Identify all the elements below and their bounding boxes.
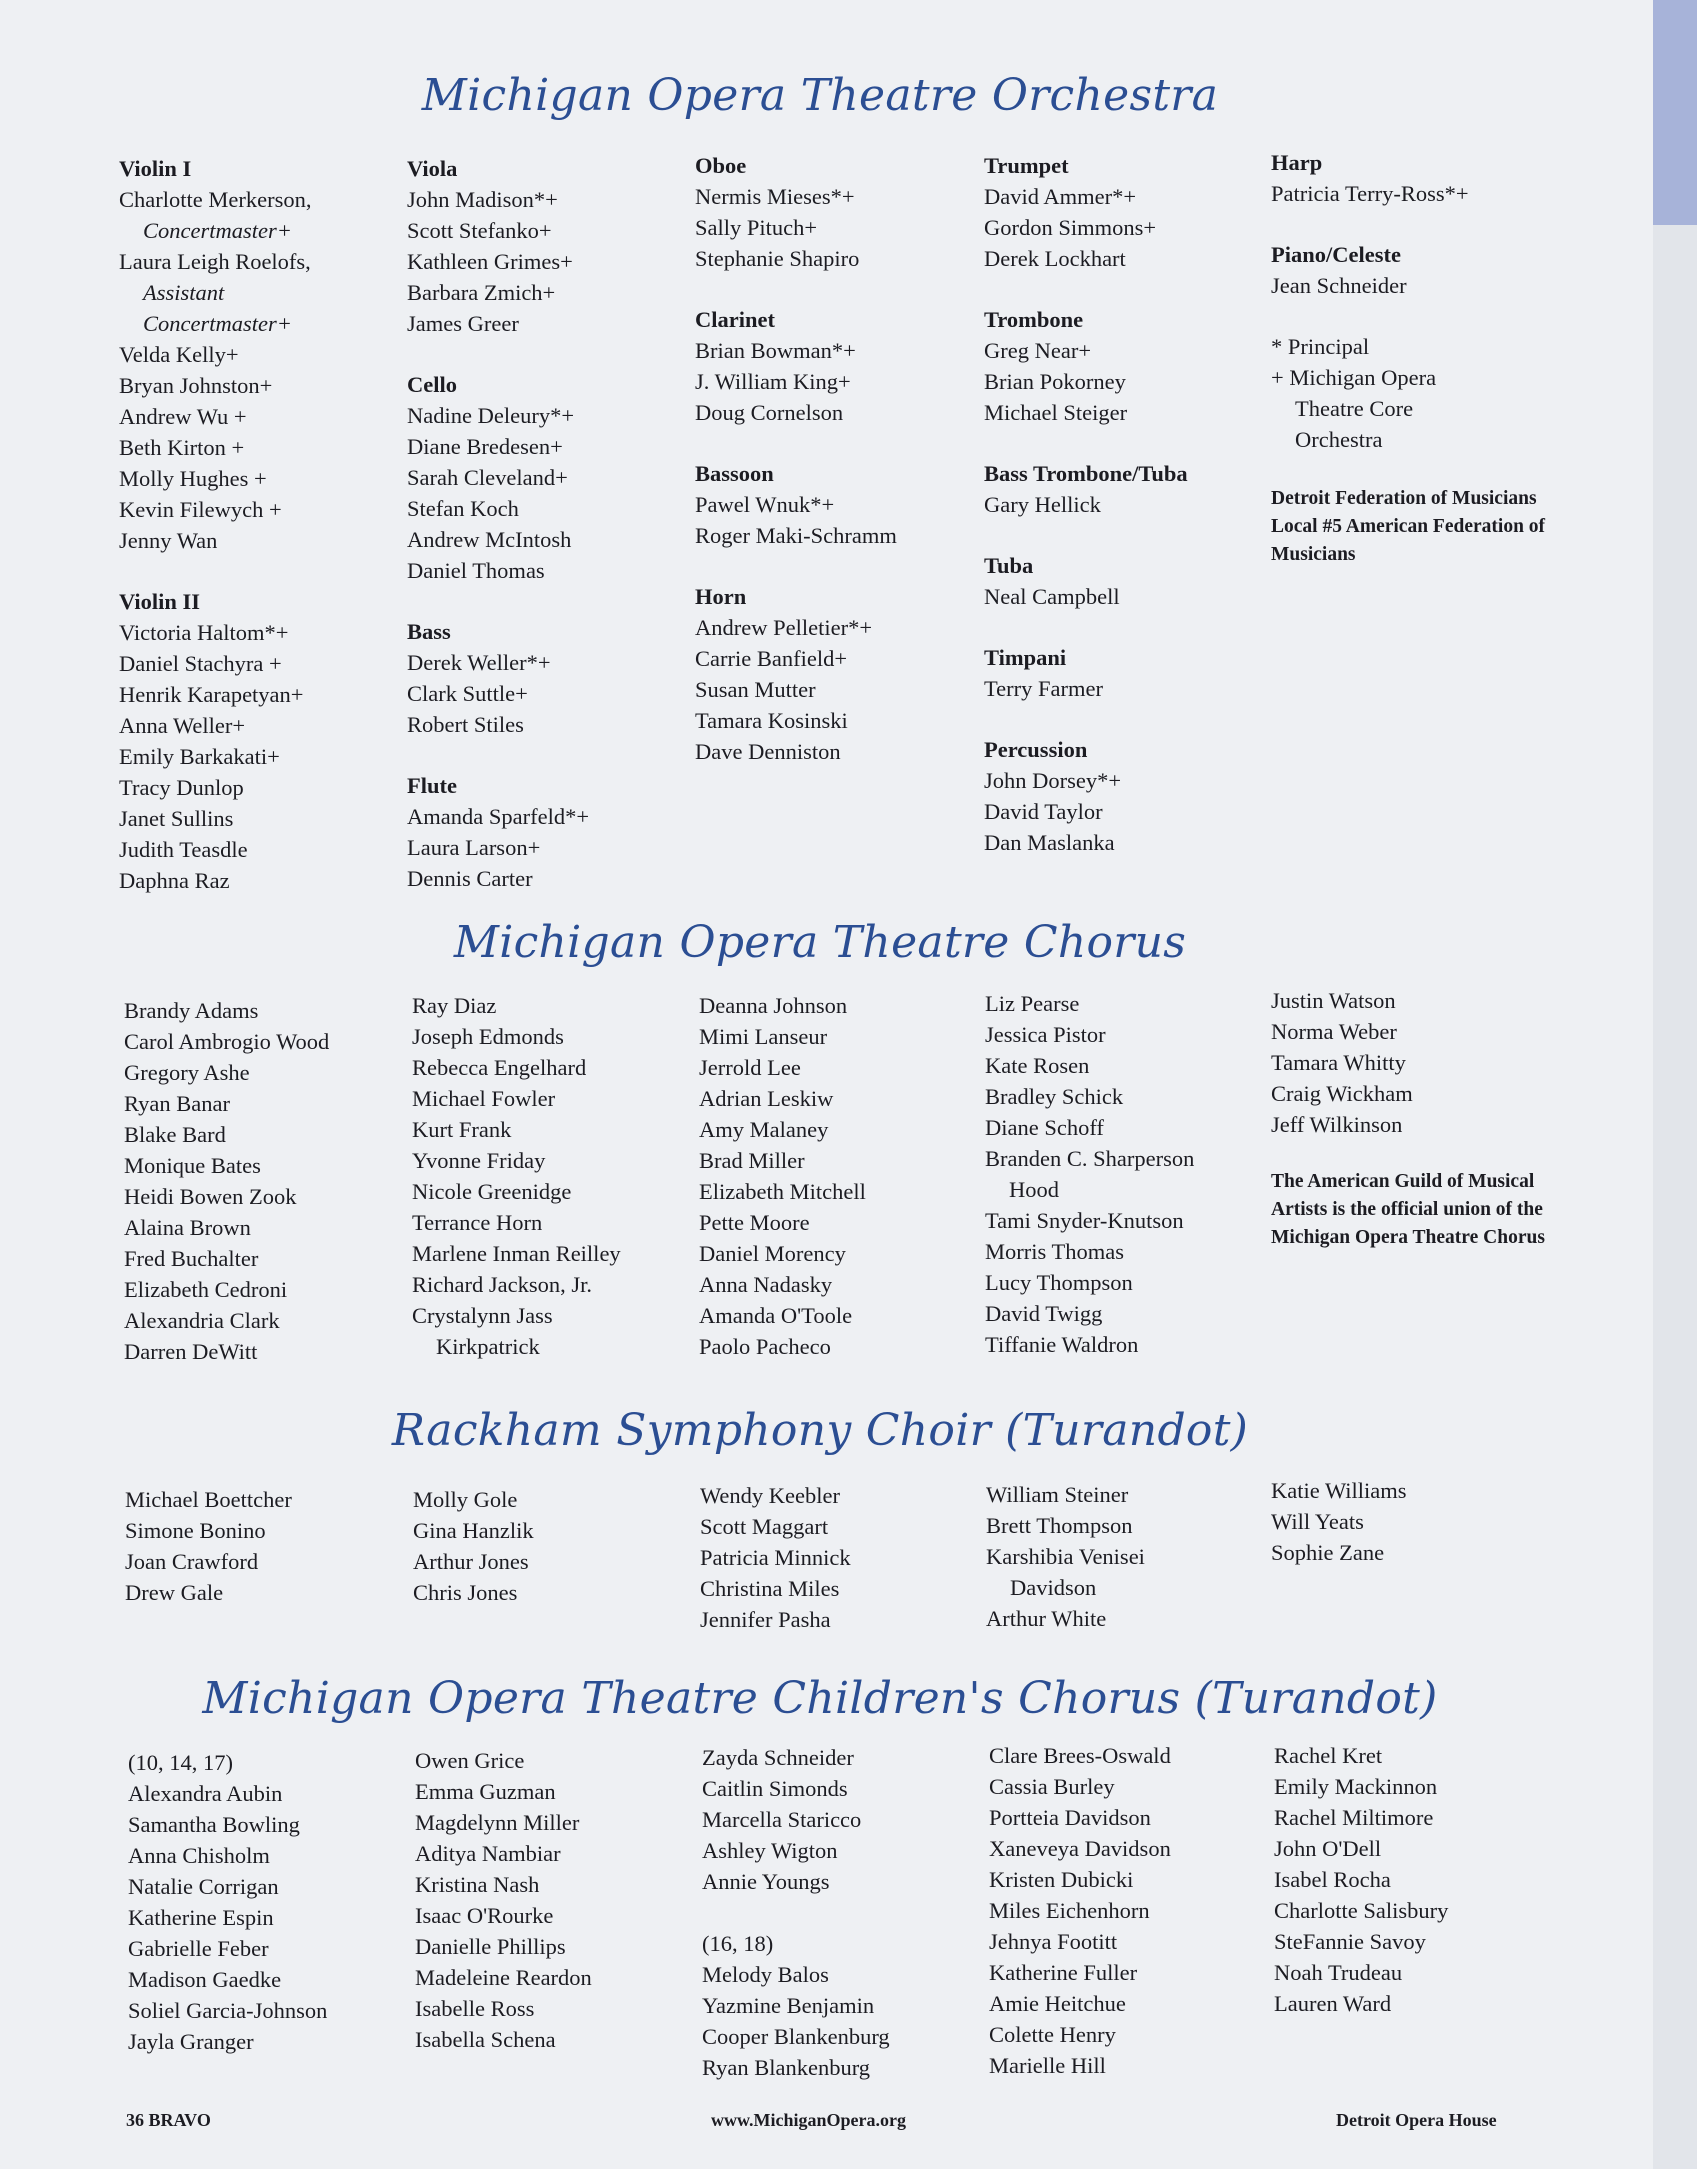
member-name: David Ammer*+	[984, 184, 1137, 209]
member-name: Ryan Banar	[124, 1091, 230, 1116]
rackham-column-3	[700, 1480, 985, 1635]
member-name: Pawel Wnuk*+	[695, 492, 835, 517]
member-name: Daniel Thomas	[407, 558, 545, 583]
rackham-column-1	[125, 1484, 410, 1608]
member-name: Cassia Burley	[989, 1774, 1115, 1799]
member-name: Andrew McIntosh	[407, 527, 572, 552]
member-name: Amie Heitchue	[989, 1991, 1126, 2016]
member-name: Barbara Zmich+	[407, 280, 556, 305]
member-name: Drew Gale	[125, 1580, 224, 1605]
member-name: Tamara Kosinski	[695, 708, 848, 733]
member-name: Diane Schoff	[985, 1115, 1104, 1140]
member-name: Fred Buchalter	[124, 1246, 259, 1271]
children-column-5	[1274, 1740, 1559, 2019]
member-name: Patricia Terry-Ross*+	[1271, 181, 1469, 206]
instrument-heading: Clarinet	[695, 307, 775, 332]
member-name: Amanda Sparfeld*+	[407, 804, 590, 829]
member-name: SteFannie Savoy	[1274, 1929, 1426, 1954]
union-note: The American Guild of Musical Artists is the official union of the Michigan Opera Theatre Chorus	[1271, 1171, 1545, 1248]
member-name: Neal Campbell	[984, 584, 1120, 609]
member-name: Kristina Nash	[415, 1872, 540, 1897]
member-name: Marielle Hill	[989, 2053, 1106, 2078]
footer-url: www.MichiganOpera.org	[711, 2110, 906, 2130]
member-name: Annie Youngs	[702, 1869, 830, 1894]
member-name: David Twigg	[985, 1301, 1103, 1326]
member-name: * Principal	[1271, 334, 1370, 359]
member-name: Amy Malaney	[699, 1117, 829, 1142]
page-edge-band	[1653, 0, 1697, 2169]
member-name: Derek Lockhart	[984, 246, 1126, 271]
member-name: Elizabeth Mitchell	[699, 1179, 866, 1204]
instrument-heading: Oboe	[695, 153, 747, 178]
member-name: Patricia Minnick	[700, 1545, 851, 1570]
member-name: Nadine Deleury*+	[407, 403, 575, 428]
member-name: Isaac O'Rourke	[415, 1903, 554, 1928]
instrument-group	[695, 581, 980, 767]
member-name: Amanda O'Toole	[699, 1303, 853, 1328]
member-name: Arthur White	[986, 1606, 1107, 1631]
member-name: Brad Miller	[699, 1148, 805, 1173]
member-name: Kristen Dubicki	[989, 1867, 1134, 1892]
member-name: Theatre Core	[1295, 396, 1414, 421]
member-name: Noah Trudeau	[1274, 1960, 1403, 1985]
instrument-heading: Trombone	[984, 307, 1084, 332]
member-name: Molly Hughes +	[119, 466, 267, 491]
chorus-column-5	[1271, 985, 1556, 1252]
member-name: Jerrold Lee	[699, 1055, 801, 1080]
member-name: Concertmaster+	[143, 311, 292, 336]
member-name: Laura Larson+	[407, 835, 541, 860]
member-name: Michael Fowler	[412, 1086, 556, 1111]
member-name: Hood	[1009, 1177, 1059, 1202]
instrument-heading: Viola	[407, 156, 458, 181]
member-name: Emily Mackinnon	[1274, 1774, 1438, 1799]
member-name: Blake Bard	[124, 1122, 226, 1147]
instrument-heading: Piano/Celeste	[1271, 242, 1401, 267]
member-name: Brian Pokorney	[984, 369, 1126, 394]
member-name: Brett Thompson	[986, 1513, 1133, 1538]
member-name: Scott Maggart	[700, 1514, 829, 1539]
member-name: Stefan Koch	[407, 496, 519, 521]
member-name: Davidson	[1010, 1575, 1097, 1600]
member-name: Bradley Schick	[985, 1084, 1124, 1109]
member-name: Madison Gaedke	[128, 1967, 282, 1992]
member-name: Alaina Brown	[124, 1215, 251, 1240]
member-name: Michael Boettcher	[125, 1487, 292, 1512]
member-name: Wendy Keebler	[700, 1483, 840, 1508]
member-name: Elizabeth Cedroni	[124, 1277, 288, 1302]
member-name: Andrew Wu +	[119, 404, 247, 429]
member-name: Gordon Simmons+	[984, 215, 1157, 240]
member-name: Rebecca Engelhard	[412, 1055, 587, 1080]
member-name: J. William King+	[695, 369, 851, 394]
member-name: Clare Brees-Oswald	[989, 1743, 1171, 1768]
instrument-group	[984, 642, 1269, 704]
member-name: Mimi Lanseur	[699, 1024, 828, 1049]
member-name: Stephanie Shapiro	[695, 246, 860, 271]
page-edge-tab	[1653, 0, 1697, 225]
member-name: Charlotte Salisbury	[1274, 1898, 1449, 1923]
member-name: Justin Watson	[1271, 988, 1396, 1013]
member-name: Clark Suttle+	[407, 681, 528, 706]
member-name: Andrew Pelletier*+	[695, 615, 873, 640]
orchestra-column-5	[1271, 147, 1556, 599]
member-name: Scott Stefanko+	[407, 218, 552, 243]
member-name: Alexandria Clark	[124, 1308, 280, 1333]
member-name: Michael Steiger	[984, 400, 1128, 425]
member-name: Will Yeats	[1271, 1509, 1364, 1534]
member-name: Marlene Inman Reilley	[412, 1241, 621, 1266]
instrument-heading: Violin II	[119, 589, 201, 614]
member-name: Xaneveya Davidson	[989, 1836, 1171, 1861]
instrument-group	[1271, 331, 1556, 455]
member-name: Adrian Leskiw	[699, 1086, 834, 1111]
instrument-heading: Timpani	[984, 645, 1067, 670]
member-name: Deanna Johnson	[699, 993, 848, 1018]
instrument-heading: Violin I	[119, 156, 192, 181]
instrument-heading: Tuba	[984, 553, 1034, 578]
instrument-group	[119, 153, 404, 556]
orchestra-column-1	[119, 153, 404, 926]
member-name: Tami Snyder-Knutson	[985, 1208, 1184, 1233]
member-name: Greg Near+	[984, 338, 1092, 363]
member-name: Velda Kelly+	[119, 342, 239, 367]
member-name: Zayda Schneider	[702, 1745, 854, 1770]
member-name: Anna Weller+	[119, 713, 246, 738]
member-name: Kathleen Grimes+	[407, 249, 573, 274]
instrument-group	[984, 458, 1269, 520]
member-name: Susan Mutter	[695, 677, 816, 702]
member-name: Pette Moore	[699, 1210, 810, 1235]
member-name: Isabelle Ross	[415, 1996, 535, 2021]
instrument-group	[407, 153, 692, 339]
member-name: Ryan Blankenburg	[702, 2055, 871, 2080]
member-name: William Steiner	[986, 1482, 1129, 1507]
member-name: Brian Bowman*+	[695, 338, 856, 363]
footer-page-label: 36 BRAVO	[126, 2110, 211, 2130]
member-name: Tamara Whitty	[1271, 1050, 1406, 1075]
member-name: Gregory Ashe	[124, 1060, 250, 1085]
member-name: Beth Kirton +	[119, 435, 245, 460]
member-name: Arthur Jones	[413, 1549, 529, 1574]
union-note: Detroit Federation of Musicians Local #5 American Federation of Musicians	[1271, 488, 1546, 565]
chorus-column-3	[699, 990, 984, 1362]
member-name: Isabella Schena	[415, 2027, 556, 2052]
children-column-1	[128, 1747, 413, 2057]
member-name: Liz Pearse	[985, 991, 1080, 1016]
member-name: Anna Nadasky	[699, 1272, 833, 1297]
children-column-3	[702, 1742, 987, 2083]
chorus-title: Michigan Opera Theatre Chorus	[453, 917, 1187, 968]
instrument-heading: Bassoon	[695, 461, 774, 486]
member-name: Derek Weller*+	[407, 650, 551, 675]
member-name: Jayla Granger	[128, 2029, 254, 2054]
member-name: Jessica Pistor	[985, 1022, 1106, 1047]
instrument-heading: Flute	[407, 773, 457, 798]
member-name: Kurt Frank	[412, 1117, 512, 1142]
instrument-heading: Harp	[1271, 150, 1323, 175]
instrument-heading: Trumpet	[984, 153, 1069, 178]
member-name: Kate Rosen	[985, 1053, 1090, 1078]
member-name: Sarah Cleveland+	[407, 465, 568, 490]
member-name: Samantha Bowling	[128, 1812, 300, 1837]
member-name: Katherine Fuller	[989, 1960, 1138, 1985]
member-name: Emma Guzman	[415, 1779, 556, 1804]
instrument-group	[1271, 147, 1556, 209]
member-name: Katherine Espin	[128, 1905, 274, 1930]
member-name: Nermis Mieses*+	[695, 184, 855, 209]
member-name: Judith Teasdle	[119, 837, 248, 862]
member-name: Karshibia Venisei	[986, 1544, 1145, 1569]
instrument-group	[407, 616, 692, 740]
member-name: + Michigan Opera	[1271, 365, 1437, 390]
member-name: Orchestra	[1295, 427, 1383, 452]
member-name: Monique Bates	[124, 1153, 261, 1178]
member-name: Joseph Edmonds	[412, 1024, 564, 1049]
member-name: Sophie Zane	[1271, 1540, 1385, 1565]
member-name: Dennis Carter	[407, 866, 533, 891]
instrument-heading: Bass	[407, 619, 451, 644]
rackham-title: Rackham Symphony Choir (Turandot)	[391, 1405, 1249, 1456]
member-name: Heidi Bowen Zook	[124, 1184, 297, 1209]
member-name: Branden C. Sharperson	[985, 1146, 1195, 1171]
member-name: Katie Williams	[1271, 1478, 1407, 1503]
member-name: Assistant	[143, 280, 225, 305]
member-name: Madeleine Reardon	[415, 1965, 592, 1990]
member-name: Sally Pituch+	[695, 215, 818, 240]
member-name: Charlotte Merkerson,	[119, 187, 312, 212]
chorus-column-1	[124, 995, 409, 1367]
member-name: Portteia Davidson	[989, 1805, 1151, 1830]
instrument-heading: Bass Trombone/Tuba	[984, 461, 1188, 486]
member-name: Kevin Filewych +	[119, 497, 282, 522]
member-name: Colette Henry	[989, 2022, 1116, 2047]
member-name: Robert Stiles	[407, 712, 524, 737]
member-name: Owen Grice	[415, 1748, 525, 1773]
member-name: Kirkpatrick	[436, 1334, 540, 1359]
orchestra-column-3	[695, 150, 980, 797]
member-name: Tracy Dunlop	[119, 775, 244, 800]
member-name: John Dorsey*+	[984, 768, 1122, 793]
member-name: Cooper Blankenburg	[702, 2024, 890, 2049]
member-name: Anna Chisholm	[128, 1843, 270, 1868]
chorus-column-4	[985, 988, 1270, 1360]
member-name: Gary Hellick	[984, 492, 1101, 517]
rackham-column-2	[413, 1484, 698, 1608]
orchestra-title: Michigan Opera Theatre Orchestra	[421, 70, 1219, 121]
member-name: David Taylor	[984, 799, 1103, 824]
member-name: Rachel Kret	[1274, 1743, 1383, 1768]
member-name: Dave Denniston	[695, 739, 841, 764]
member-name: Henrik Karapetyan+	[119, 682, 304, 707]
member-name: Jenny Wan	[119, 528, 218, 553]
member-name: Molly Gole	[413, 1487, 518, 1512]
instrument-group	[119, 586, 404, 896]
instrument-heading: Percussion	[984, 737, 1088, 762]
member-name: Jeff Wilkinson	[1271, 1112, 1403, 1137]
member-name: Natalie Corrigan	[128, 1874, 279, 1899]
member-name: Emily Barkakati+	[119, 744, 280, 769]
performance-dates: (10, 14, 17)	[128, 1750, 233, 1775]
member-name: Morris Thomas	[985, 1239, 1124, 1264]
member-name: Brandy Adams	[124, 998, 259, 1023]
chorus-column-2	[412, 990, 697, 1362]
member-name: Simone Bonino	[125, 1518, 266, 1543]
member-name: Jehnya Footitt	[989, 1929, 1118, 1954]
member-name: Daniel Morency	[699, 1241, 846, 1266]
member-name: Yazmine Benjamin	[702, 1993, 875, 2018]
member-name: Magdelynn Miller	[415, 1810, 580, 1835]
member-name: Soliel Garcia-Johnson	[128, 1998, 328, 2023]
instrument-group	[695, 304, 980, 428]
member-name: Carrie Banfield+	[695, 646, 848, 671]
member-name: Dan Maslanka	[984, 830, 1115, 855]
member-name: Gina Hanzlik	[413, 1518, 534, 1543]
rackham-column-5	[1271, 1475, 1556, 1568]
member-name: Craig Wickham	[1271, 1081, 1413, 1106]
children-title: Michigan Opera Theatre Children's Chorus (Turandot)	[202, 1673, 1438, 1724]
member-name: Bryan Johnston+	[119, 373, 273, 398]
member-name: Rachel Miltimore	[1274, 1805, 1434, 1830]
member-name: James Greer	[407, 311, 519, 336]
member-name: Christina Miles	[700, 1576, 840, 1601]
member-name: Diane Bredesen+	[407, 434, 563, 459]
member-name: Jennifer Pasha	[700, 1607, 831, 1632]
member-name: Janet Sullins	[119, 806, 234, 831]
member-name: Darren DeWitt	[124, 1339, 258, 1364]
orchestra-column-4	[984, 150, 1269, 888]
member-name: Chris Jones	[413, 1580, 518, 1605]
member-name: Marcella Staricco	[702, 1807, 862, 1832]
member-name: Yvonne Friday	[412, 1148, 546, 1173]
footer-venue: Detroit Opera House	[1336, 2110, 1497, 2130]
member-name: Lauren Ward	[1274, 1991, 1392, 2016]
member-name: Norma Weber	[1271, 1019, 1397, 1044]
orchestra-column-2	[407, 153, 692, 924]
member-name: Doug Cornelson	[695, 400, 844, 425]
instrument-group	[695, 458, 980, 551]
instrument-heading: Horn	[695, 584, 747, 609]
member-name: Tiffanie Waldron	[985, 1332, 1139, 1357]
member-name: Gabrielle Feber	[128, 1936, 269, 1961]
member-name: Daniel Stachyra +	[119, 651, 282, 676]
member-name: John O'Dell	[1274, 1836, 1382, 1861]
member-name: Roger Maki-Schramm	[695, 523, 897, 548]
performance-dates: (16, 18)	[702, 1931, 774, 1956]
instrument-group	[1271, 485, 1556, 569]
rackham-column-4	[986, 1479, 1271, 1634]
member-name: Concertmaster+	[143, 218, 292, 243]
member-name: Terrance Horn	[412, 1210, 543, 1235]
spacer	[702, 1897, 987, 1928]
member-name: Miles Eichenhorn	[989, 1898, 1150, 1923]
children-column-4	[989, 1740, 1274, 2081]
member-name: Victoria Haltom*+	[119, 620, 289, 645]
member-name: Daphna Raz	[119, 868, 230, 893]
member-name: Alexandra Aubin	[128, 1781, 283, 1806]
member-name: Joan Crawford	[125, 1549, 259, 1574]
member-name: Melody Balos	[702, 1962, 829, 1987]
member-name: Ashley Wigton	[702, 1838, 838, 1863]
instrument-group	[695, 150, 980, 274]
member-name: Paolo Pacheco	[699, 1334, 831, 1359]
instrument-group	[1271, 239, 1556, 301]
member-name: Carol Ambrogio Wood	[124, 1029, 330, 1054]
instrument-group	[407, 770, 692, 894]
member-name: John Madison*+	[407, 187, 558, 212]
member-name: Jean Schneider	[1271, 273, 1407, 298]
instrument-group	[984, 150, 1269, 274]
member-name: Crystalynn Jass	[412, 1303, 553, 1328]
instrument-heading: Cello	[407, 372, 457, 397]
member-name: Nicole Greenidge	[412, 1179, 572, 1204]
instrument-group	[984, 734, 1269, 858]
member-name: Lucy Thompson	[985, 1270, 1133, 1295]
member-name: Caitlin Simonds	[702, 1776, 848, 1801]
member-name: Ray Diaz	[412, 993, 497, 1018]
member-name: Isabel Rocha	[1274, 1867, 1391, 1892]
member-name: Richard Jackson, Jr.	[412, 1272, 592, 1297]
instrument-group	[407, 369, 692, 586]
instrument-group	[984, 550, 1269, 612]
instrument-group	[984, 304, 1269, 428]
member-name: Laura Leigh Roelofs,	[119, 249, 311, 274]
member-name: Danielle Phillips	[415, 1934, 566, 1959]
children-column-2	[415, 1745, 700, 2055]
member-name: Aditya Nambiar	[415, 1841, 561, 1866]
member-name: Terry Farmer	[984, 676, 1103, 701]
